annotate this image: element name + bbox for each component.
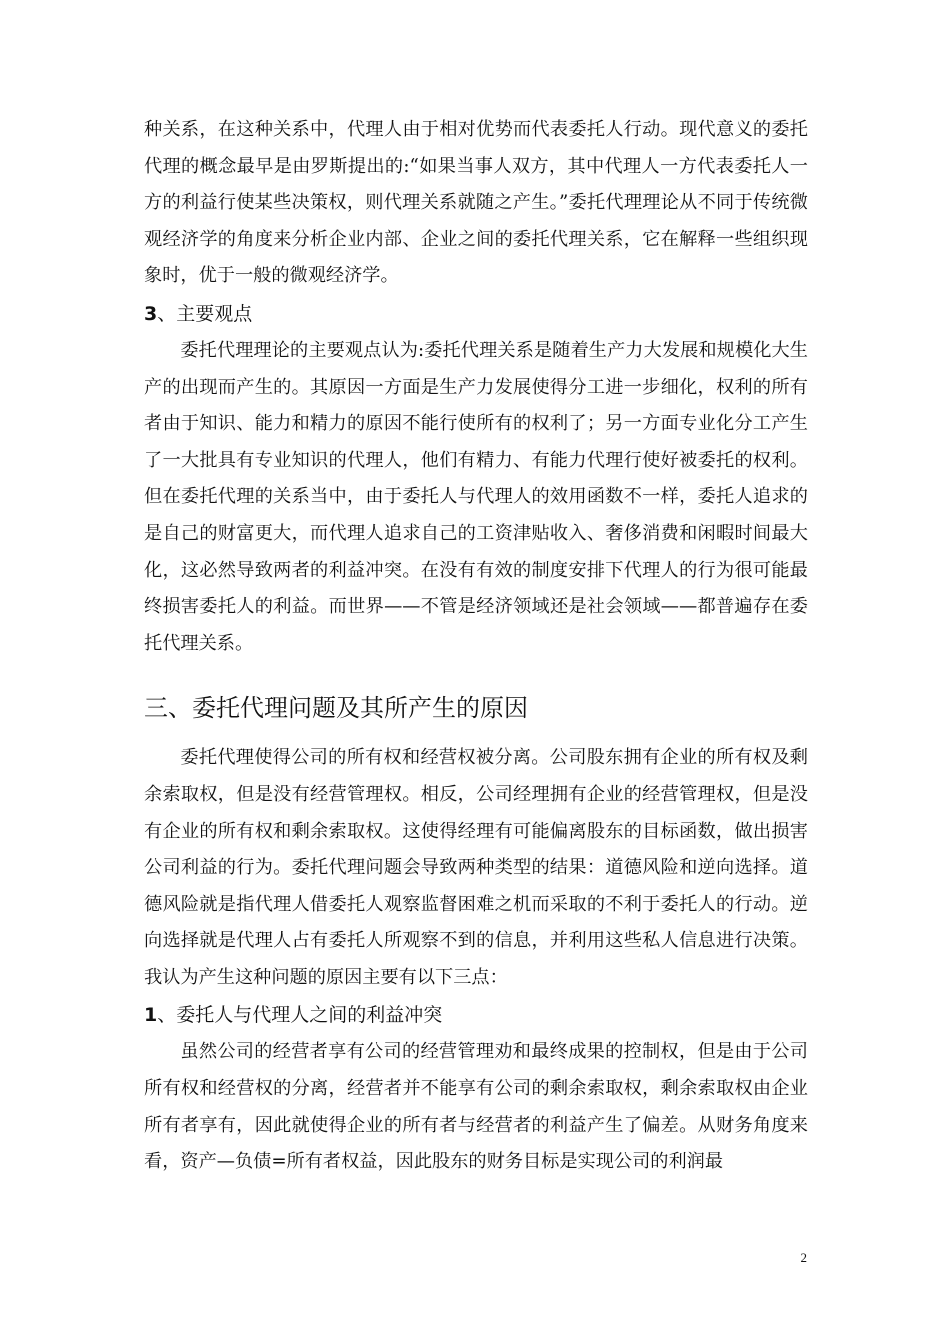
subheading-main-viewpoints	[144, 295, 808, 333]
page-content	[144, 112, 808, 1181]
paragraph-continuation: 种关系，在这种关系中，代理人由于相对优势而代表委托人行动。现代意义的委托代理的概念最早是由罗斯提出的:“如果当事人双方，其中代理人一方代表委托人一方的利益行使某些决策权，则代理关系就随之产生。”委托代理理论从不同于传统微观经济学的角度来分析企业内部、企业之间的委托代理关系，它在解释一些组织现象时，优于一般的微观经济学。	[144, 119, 808, 287]
subheading-text: 、主要观点	[157, 302, 253, 325]
subheading-number: 1	[144, 1004, 158, 1027]
subheading-interest-conflict	[144, 996, 808, 1034]
page-number: 2	[800, 1250, 807, 1265]
paragraph-agency-problem: 委托代理使得公司的所有权和经营权被分离。公司股东拥有企业的所有权及剩余索取权，但是没有经营管理权。相反，公司经理拥有企业的经营管理权，但是没有企业的所有权和剩余索取权。这使得经理有可能偏离股东的目标函数，做出损害公司利益的行为。委托代理问题会导致两种类型的结果：道德风险和逆向选择。道德风险就是指代理人借委托人观察监督困难之机而采取的不利于委托人的行动。逆向选择就是代理人占有委托人所观察不到的信息，并利用这些私人信息进行决策。我认为产生这种问题的原因主要有以下三点：	[144, 747, 808, 988]
section-title: 三、委托代理问题及其所产生的原因	[144, 694, 528, 723]
subheading-text: 、委托人与代理人之间的利益冲突	[157, 1004, 443, 1027]
paragraph-main-viewpoints: 委托代理理论的主要观点认为:委托代理关系是随着生产力大发展和规模化大生产的出现而产生的。其原因一方面是生产力发展使得分工进一步细化，权利的所有者由于知识、能力和精力的原因不能行使所有的权利了；另一方面专业化分工产生了一大批具有专业知识的代理人，他们有精力、有能力代理行使好被委托的权利。但在委托代理的关系当中，由于委托人与代理人的效用函数不一样，委托人追求的是自己的财富更大，而代理人追求自己的工资津贴收入、奢侈消费和闲暇时间最大化，这必然导致两者的利益冲突。在没有有效的制度安排下代理人的行为很可能最终损害委托人的利益。而世界——不管是经济领域还是社会领域——都普遍存在委托代理关系。	[144, 339, 808, 654]
subheading-number: 3	[144, 302, 158, 325]
paragraph-interest-conflict: 虽然公司的经营者享有公司的经营管理劝和最终成果的控制权，但是由于公司所有权和经营权的分离，经营者并不能享有公司的剩余索取权，剩余索取权由企业所有者享有，因此就使得企业的所有者与经营者的利益产生了偏差。从财务角度来看，资产—负债=所有者权益，因此股东的财务目标是实现公司的利润最	[144, 1041, 808, 1173]
